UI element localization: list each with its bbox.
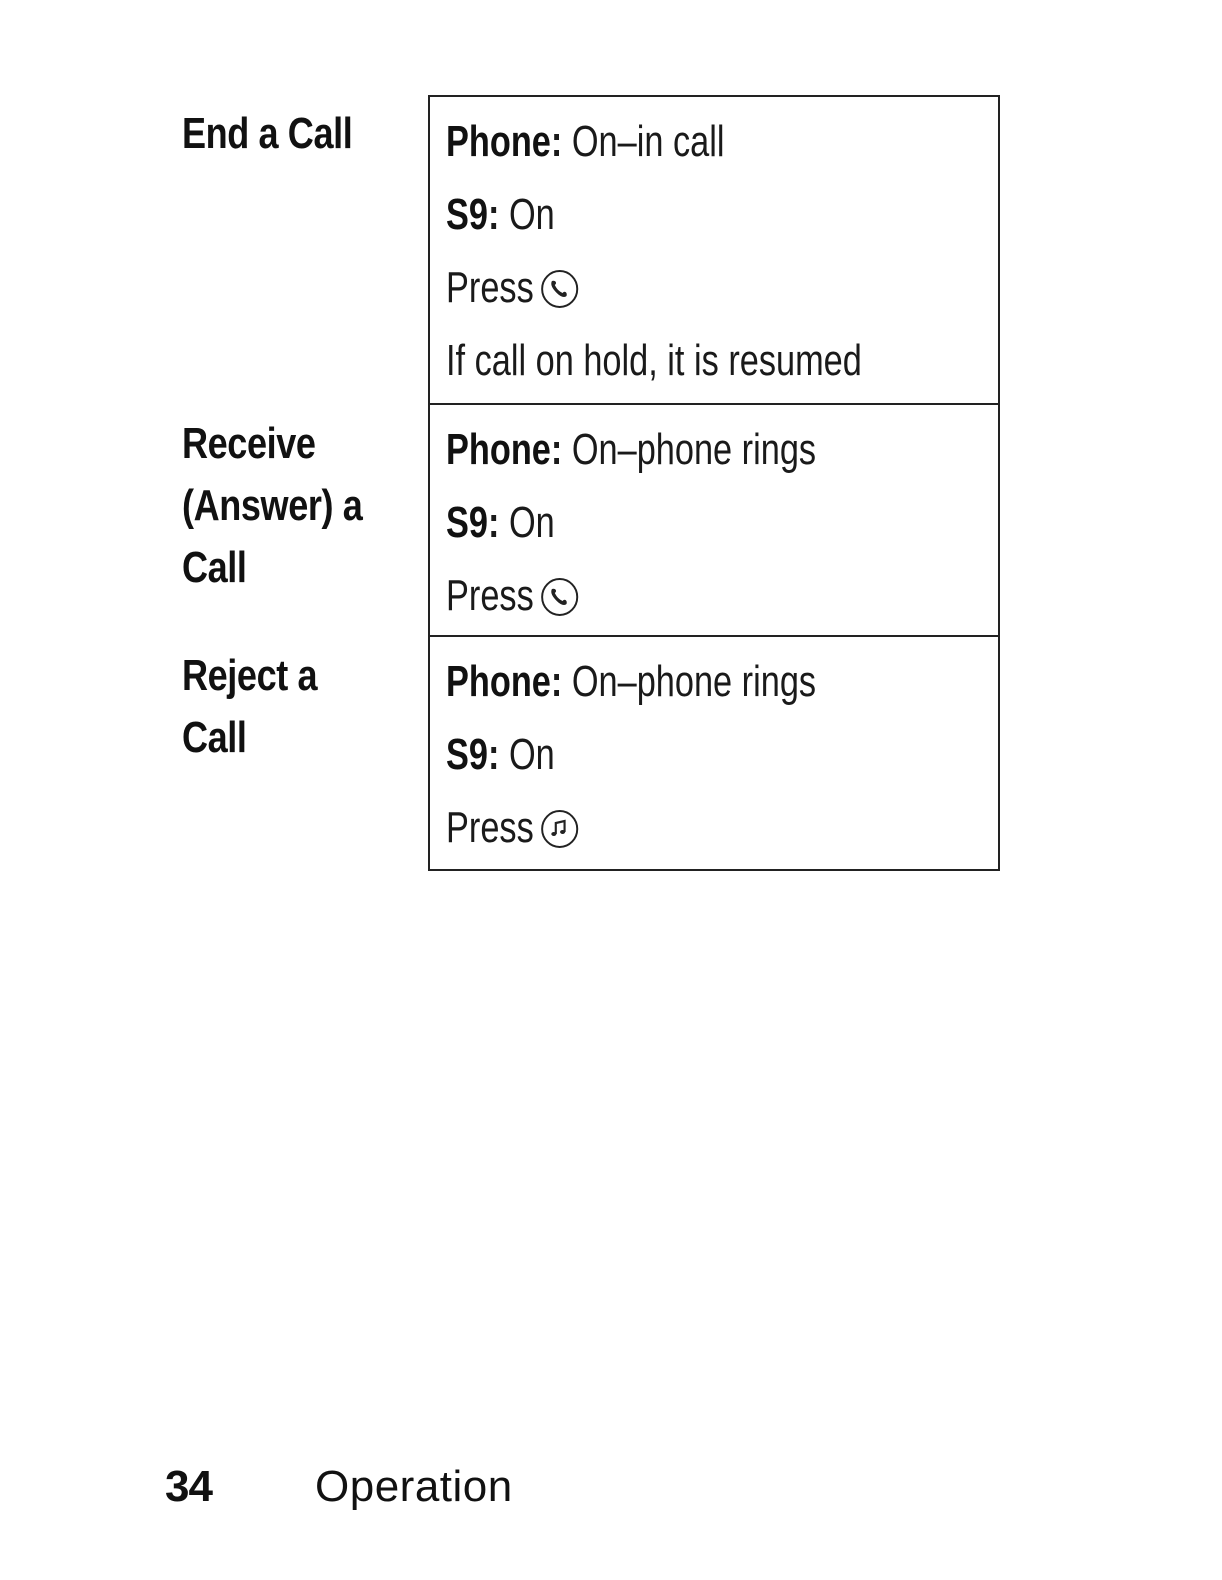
press-line	[446, 791, 877, 864]
key-separator: :	[550, 657, 563, 706]
phone-state-line	[446, 645, 877, 718]
table-row-end-call	[182, 95, 1000, 405]
note-text: If call on hold, it is resumed	[446, 336, 862, 385]
press-line	[446, 251, 877, 324]
s9-state-text: On	[499, 190, 555, 239]
press-text: Press	[446, 263, 534, 312]
phone-state-text: On–phone rings	[562, 657, 817, 706]
key-separator: :	[550, 117, 563, 166]
s9-key: S9	[446, 190, 488, 239]
end-call-icon	[542, 578, 579, 616]
s9-state-line	[446, 178, 877, 251]
action-label	[182, 405, 384, 637]
music-note-icon	[542, 810, 579, 848]
s9-state-line	[446, 486, 877, 559]
section-name: Operation	[315, 1462, 513, 1511]
s9-state-text: On	[499, 498, 555, 547]
note-line	[446, 324, 877, 397]
key-separator: :	[550, 425, 563, 474]
action-label	[182, 637, 384, 871]
phone-key: Phone	[446, 425, 551, 474]
action-label-line: End a Call	[182, 109, 353, 158]
table-row-receive-call	[182, 405, 1000, 637]
phone-state-text: On–phone rings	[562, 425, 817, 474]
operation-table	[182, 95, 1000, 871]
key-separator: :	[487, 190, 500, 239]
s9-state-line	[446, 718, 877, 791]
s9-key: S9	[446, 730, 488, 779]
action-label-line: Call	[182, 543, 247, 592]
phone-state-line	[446, 105, 877, 178]
action-label-line: Reject a	[182, 651, 318, 700]
instruction-cell	[428, 637, 1000, 871]
action-label	[182, 95, 384, 405]
page-footer	[165, 1462, 513, 1522]
instruction-cell	[428, 95, 1000, 405]
key-separator: :	[487, 498, 500, 547]
page-number: 34	[165, 1462, 212, 1511]
action-label-line: Call	[182, 713, 247, 762]
action-label-line: (Answer) a	[182, 481, 363, 530]
phone-key: Phone	[446, 117, 551, 166]
end-call-icon	[542, 270, 579, 308]
phone-state-text: On–in call	[562, 117, 725, 166]
phone-key: Phone	[446, 657, 551, 706]
press-text: Press	[446, 571, 534, 620]
phone-state-line	[446, 413, 877, 486]
press-text: Press	[446, 803, 534, 852]
action-label-line: Receive	[182, 419, 316, 468]
table-row-reject-call	[182, 637, 1000, 871]
press-line	[446, 559, 877, 632]
instruction-cell	[428, 405, 1000, 637]
s9-state-text: On	[499, 730, 555, 779]
s9-key: S9	[446, 498, 488, 547]
key-separator: :	[487, 730, 500, 779]
